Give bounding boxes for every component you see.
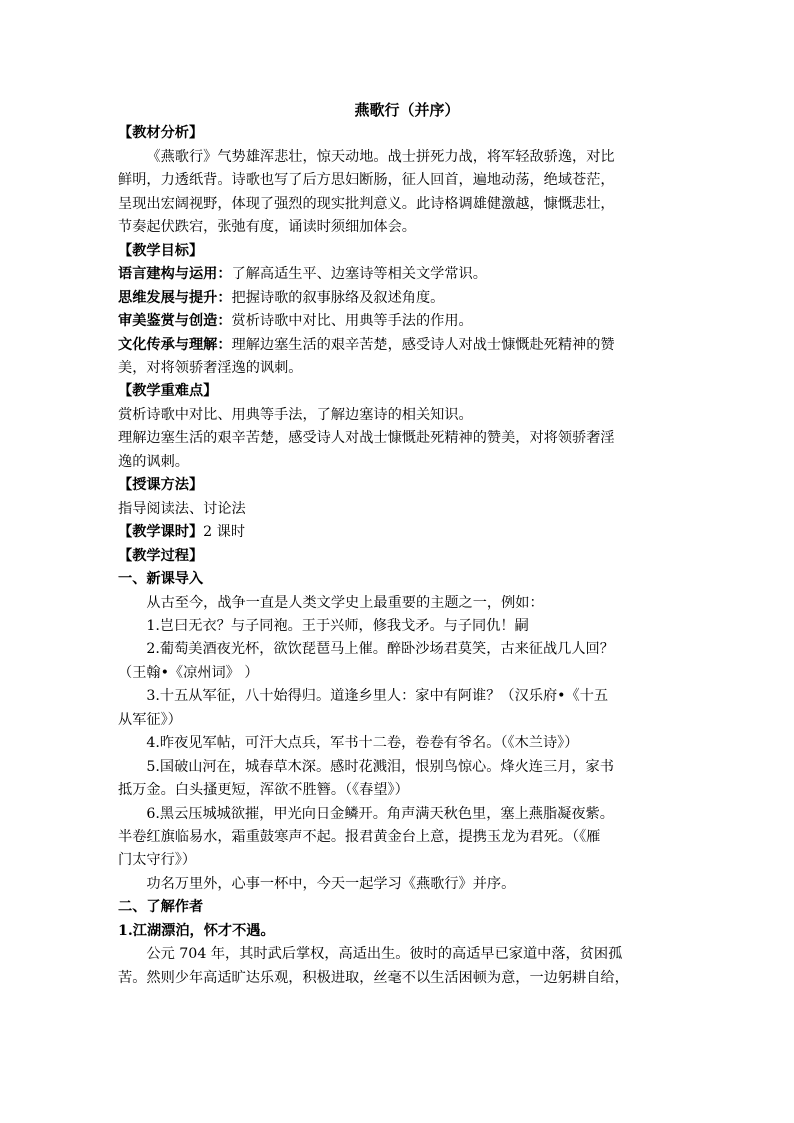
analysis-line: 《燕歌行》气势雄浑悲壮，惊天动地。战士拼死力战，将军轻敌骄逸，对比 bbox=[146, 148, 615, 165]
body-line: 3.十五从军征，八十始得归。道逢乡里人：家中有阿谁？（汉乐府•《十五 bbox=[146, 688, 609, 705]
key-line: 逸的讽刺。 bbox=[118, 453, 189, 470]
goal-label: 语言建构与运用： bbox=[118, 266, 232, 283]
key-line: 理解边塞生活的艰辛苦楚，感受诗人对战士慷慨赴死精神的赞美，对将领骄奢淫 bbox=[118, 430, 615, 447]
body-line: 4.昨夜见军帖，可汗大点兵，军书十二卷，卷卷有爷名。（《木兰诗》） bbox=[146, 735, 579, 752]
goal-text: 了解高适生平、边塞诗等相关文学常识。 bbox=[231, 266, 487, 283]
goal-text: 赏析诗歌中对比、用典等手法的作用。 bbox=[231, 313, 473, 330]
part1-body bbox=[118, 592, 676, 897]
goal-item bbox=[118, 310, 676, 333]
section-heading-analysis: 【教材分析】 bbox=[118, 125, 204, 142]
analysis-line: 呈现出宏阔视野，体现了强烈的现实批判意义。此诗格调雄健激越，慷慨悲壮， bbox=[118, 195, 615, 212]
analysis-line: 节奏起伏跌宕，张弛有度，诵读时须细加体会。 bbox=[118, 219, 416, 236]
part2-subheading: 1.江湖漂泊，怀才不遇。 bbox=[118, 922, 275, 939]
goal-item bbox=[118, 334, 676, 357]
hours-row bbox=[118, 521, 676, 544]
document-page bbox=[118, 99, 676, 990]
body-line: 6.黑云压城城欲摧，甲光向日金鳞开。角声满天秋色里，塞上燕脂凝夜紫。 bbox=[146, 805, 614, 822]
goal-item bbox=[118, 287, 676, 310]
section-heading-key-points: 【教学重难点】 bbox=[118, 383, 218, 400]
goal-item bbox=[118, 263, 676, 286]
body-line: 苦。然则少年高适旷达乐观，积极进取，丝毫不以生活困顿为意，一边躬耕自给， bbox=[118, 969, 629, 986]
goal-label: 文化传承与理解： bbox=[118, 336, 232, 353]
goal-label: 审美鉴赏与创造： bbox=[118, 313, 232, 330]
method-text: 指导阅读法、讨论法 bbox=[118, 500, 246, 517]
body-line: 门太守行》） bbox=[118, 852, 197, 869]
body-line: （王翰•《凉州词》 ） bbox=[118, 664, 259, 681]
document-title: 燕歌行（并序） bbox=[354, 101, 460, 119]
section-heading-method: 【授课方法】 bbox=[118, 477, 204, 494]
body-line: 半卷红旗临易水，霜重鼓寒声不起。报君黄金台上意，提携玉龙为君死。（《雁 bbox=[118, 829, 601, 846]
body-line: 公元 704 年，其时武后掌权，高适出生。彼时的高适早已家道中落，贫困孤 bbox=[146, 946, 623, 963]
body-line: 5.国破山河在，城春草木深。感时花溅泪，恨别鸟惊心。烽火连三月，家书 bbox=[146, 758, 614, 775]
hours-text: 2 课时 bbox=[203, 524, 246, 541]
section-heading-process: 【教学过程】 bbox=[118, 547, 204, 564]
body-line: 抵万金。白头搔更短，浑欲不胜簪。（《春望》） bbox=[118, 782, 409, 799]
body-line: 2.葡萄美酒夜光杯，欲饮琵琶马上催。醉卧沙场君莫笑，古来征战几人回？ bbox=[146, 641, 614, 658]
part1-heading: 一、新课导入 bbox=[118, 571, 204, 588]
goal-text-continued: 美，对将领骄奢淫逸的讽刺。 bbox=[118, 359, 303, 376]
key-line: 赏析诗歌中对比、用典等手法，了解边塞诗的相关知识。 bbox=[118, 406, 473, 423]
body-line: 从军征》） bbox=[118, 711, 182, 728]
body-line: 从古至今，战争一直是人类文学史上最重要的主题之一，例如： bbox=[146, 594, 544, 611]
goal-label: 思维发展与提升： bbox=[118, 289, 232, 306]
part2-heading: 二、了解作者 bbox=[118, 899, 204, 916]
section-heading-hours: 【教学课时】 bbox=[118, 524, 204, 541]
body-line: 功名万里外，心事一杯中，今天一起学习《燕歌行》并序。 bbox=[146, 875, 516, 892]
part2-body bbox=[118, 943, 676, 990]
section-heading-goals: 【教学目标】 bbox=[118, 242, 204, 259]
goal-text: 把握诗歌的叙事脉络及叙述角度。 bbox=[231, 289, 445, 306]
analysis-line: 鲜明，力透纸背。诗歌也写了后方思妇断肠，征人回首，遍地动荡，绝域苍茫， bbox=[118, 172, 615, 189]
goal-text: 理解边塞生活的艰辛苦楚，感受诗人对战士慷慨赴死精神的赞 bbox=[231, 336, 615, 353]
body-line: 1.岂曰无衣？与子同袍。王于兴师，修我戈矛。与子同仇！嗣 bbox=[146, 617, 529, 634]
